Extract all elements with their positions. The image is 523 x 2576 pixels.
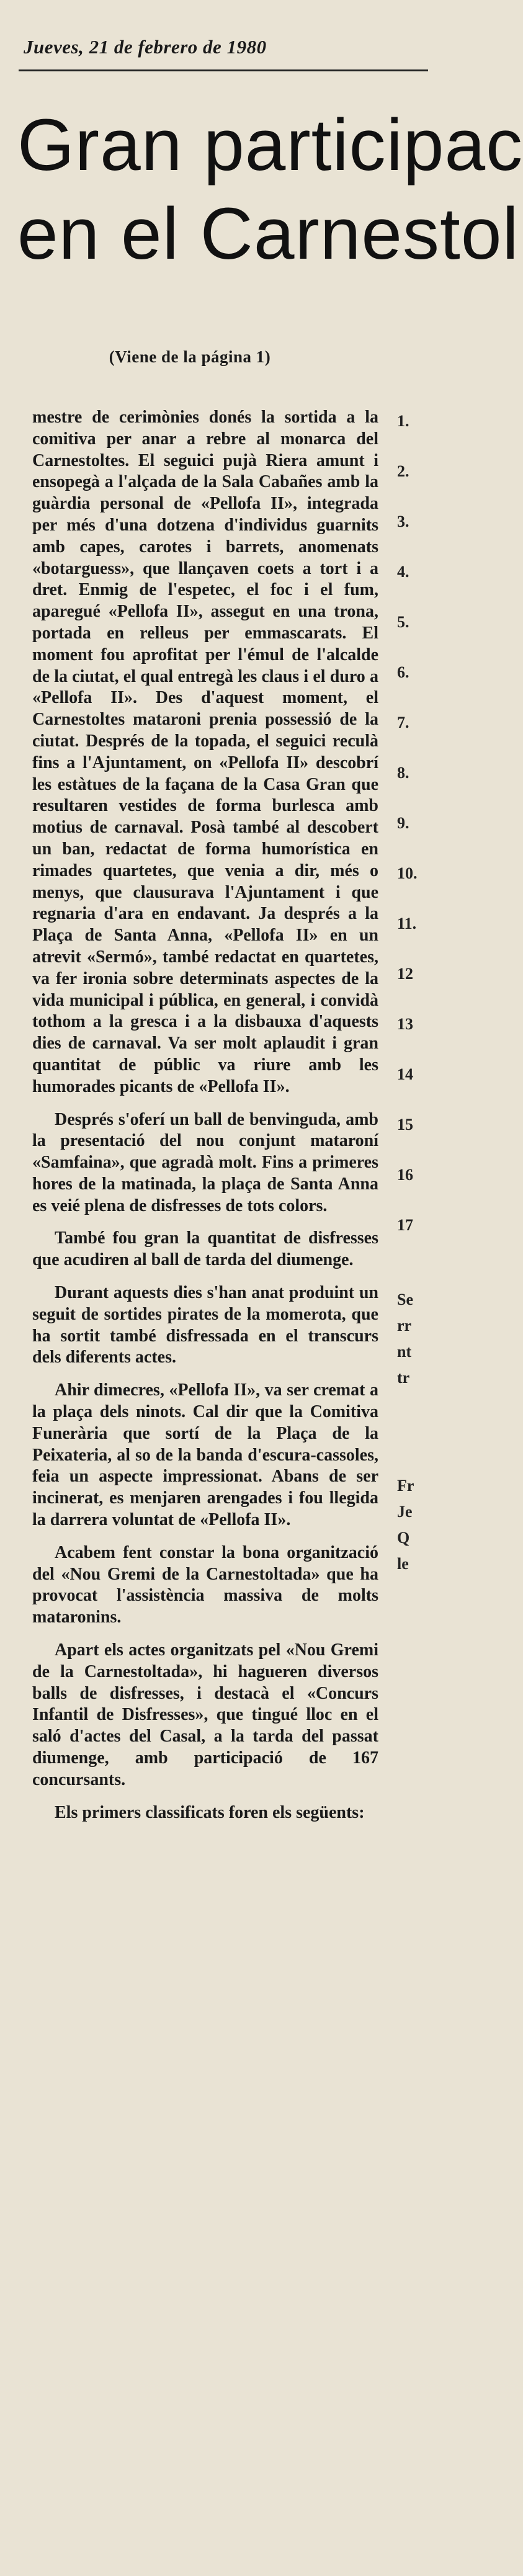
list-number: 14 — [397, 1065, 413, 1083]
list-number: 1. — [397, 412, 409, 430]
headline-line-2: en el Carnestol — [17, 193, 519, 275]
list-number: 9. — [397, 814, 409, 832]
list-number: 6. — [397, 663, 409, 681]
list-number: 2. — [397, 462, 409, 480]
list-number: 11. — [397, 915, 417, 932]
column-fragment: Je — [397, 1503, 413, 1521]
article-paragraph: Ahir dimecres, «Pellofa II», va ser cremat a la plaça dels ninots. Cal dir que la Comitiva Funerària que sortí de la Plaça de la Peixateria, al so de la banda d'escura-cassoles, feia un aspecte impressionat. Abans de ser incinerat, es menjaren arengades i fou llegida la darrera voluntat de «Pellofa II». — [32, 1380, 378, 1530]
column-fragment: tr — [397, 1369, 410, 1387]
column-fragment: Se — [397, 1290, 413, 1308]
list-number: 5. — [397, 613, 409, 631]
article-paragraph: Apart els actes organitzats pel «Nou Gremi de la Carnestoltada», hi hagueren diversos balls de disfresses, i destacà el «Concurs Infantil de Disfresses», que tingué lloc en el saló d'actes del Casal, a la tarda del passat diumenge, amb participació de 167 concursants. — [32, 1640, 378, 1789]
list-number: 7. — [397, 713, 409, 731]
list-number: 15 — [397, 1116, 413, 1134]
article-paragraph: mestre de cerimònies donés la sortida a la comitiva per anar a rebre al monarca del Carnestoltes. El seguici pujà Riera amunt i ensopegà a l'alçada de la Sala Cabañes amb la guàrdia personal de «Pellofa II», integrada per més d'una dotzena d'individus guarnits amb capes, carotes i barrets, anomenats «botarguess», que llançaven coets a tort i a dret. Enmig de l'espetec, el foc i el fum, aparegué «Pellofa II», assegut en una trona, portada en relleus per emmascarats. El moment fou aprofitat per l'émul de l'alcalde de la ciutat, el qual entregà les claus i el duro a «Pellofa II». Des d'aquest moment, el Carnestoltes mataroni prenia possessió de la ciutat. Després de la topada, el seguici reculà fins a l'Ajuntament, on «Pellofa II» descobrí les estàtues de la façana de la Casa Gran que resultaren vestides de forma burlesca amb motius de carnaval. Posà també al descobert un ban, redactat de forma humorística en rimades quartetes, que venia a dir, més o menys, que clausurava l'Ajuntament i que regnaria d'ara en endavant. Ja després a la Plaça de Santa Anna, «Pellofa II» en un atrevit «Sermó», també redactat en quartetes, va fer ironia sobre determinats aspectes de la vida municipal i pública, en general, i convidà tothom a la gresca i a la disbauxa d'aquests dies de carnaval. Va ser molt aplaudit i gran quantitat de públic va riure amb les humorades picants de «Pellofa II». — [32, 408, 378, 1096]
article-paragraph: Els primers classificats foren els següents: — [55, 1802, 365, 1822]
column-fragment: le — [397, 1555, 409, 1573]
article-paragraph: També fou gran la quantitat de disfresses que acudiren al ball de tarda del diumenge. — [32, 1228, 378, 1270]
headline-line-1: Gran participac — [17, 104, 523, 186]
list-number: 8. — [397, 764, 409, 782]
article-paragraph: Durant aquests dies s'han anat produint un seguit de sortides pirates de la momerota, que ha sortit també disfressada en el transcurs dels diferents actes. — [32, 1283, 378, 1367]
column-fragment: Fr — [397, 1477, 414, 1495]
list-number: 3. — [397, 512, 409, 530]
list-number: 12 — [397, 965, 413, 983]
list-number: 10. — [397, 864, 418, 882]
column-fragment: nt — [397, 1343, 412, 1361]
article-paragraph: Després s'oferí un ball de benvinguda, amb la presentació del nou conjunt mataroní «Samfaina», que agradà molt. Fins a primeres hores de la matinada, la plaça de Santa Anna es veié plena de disfresses de tots colors. — [32, 1109, 378, 1215]
header-rule — [19, 69, 428, 71]
list-number: 17 — [397, 1216, 413, 1234]
list-number: 13 — [397, 1015, 413, 1033]
column-fragment: rr — [397, 1317, 412, 1335]
continuation-note: (Viene de la página 1) — [109, 347, 271, 366]
list-number: 4. — [397, 563, 409, 581]
article-body — [32, 407, 378, 1835]
adjacent-column-edge — [397, 0, 428, 2576]
list-number: 16 — [397, 1166, 413, 1184]
column-fragment: Q — [397, 1529, 410, 1547]
dateline: Jueves, 21 de febrero de 1980 — [24, 36, 267, 58]
article-paragraph: Acabem fent constar la bona organització del «Nou Gremi de la Carnestoltada» que ha provocat l'assistència massiva de molts mataronins. — [32, 1542, 378, 1627]
